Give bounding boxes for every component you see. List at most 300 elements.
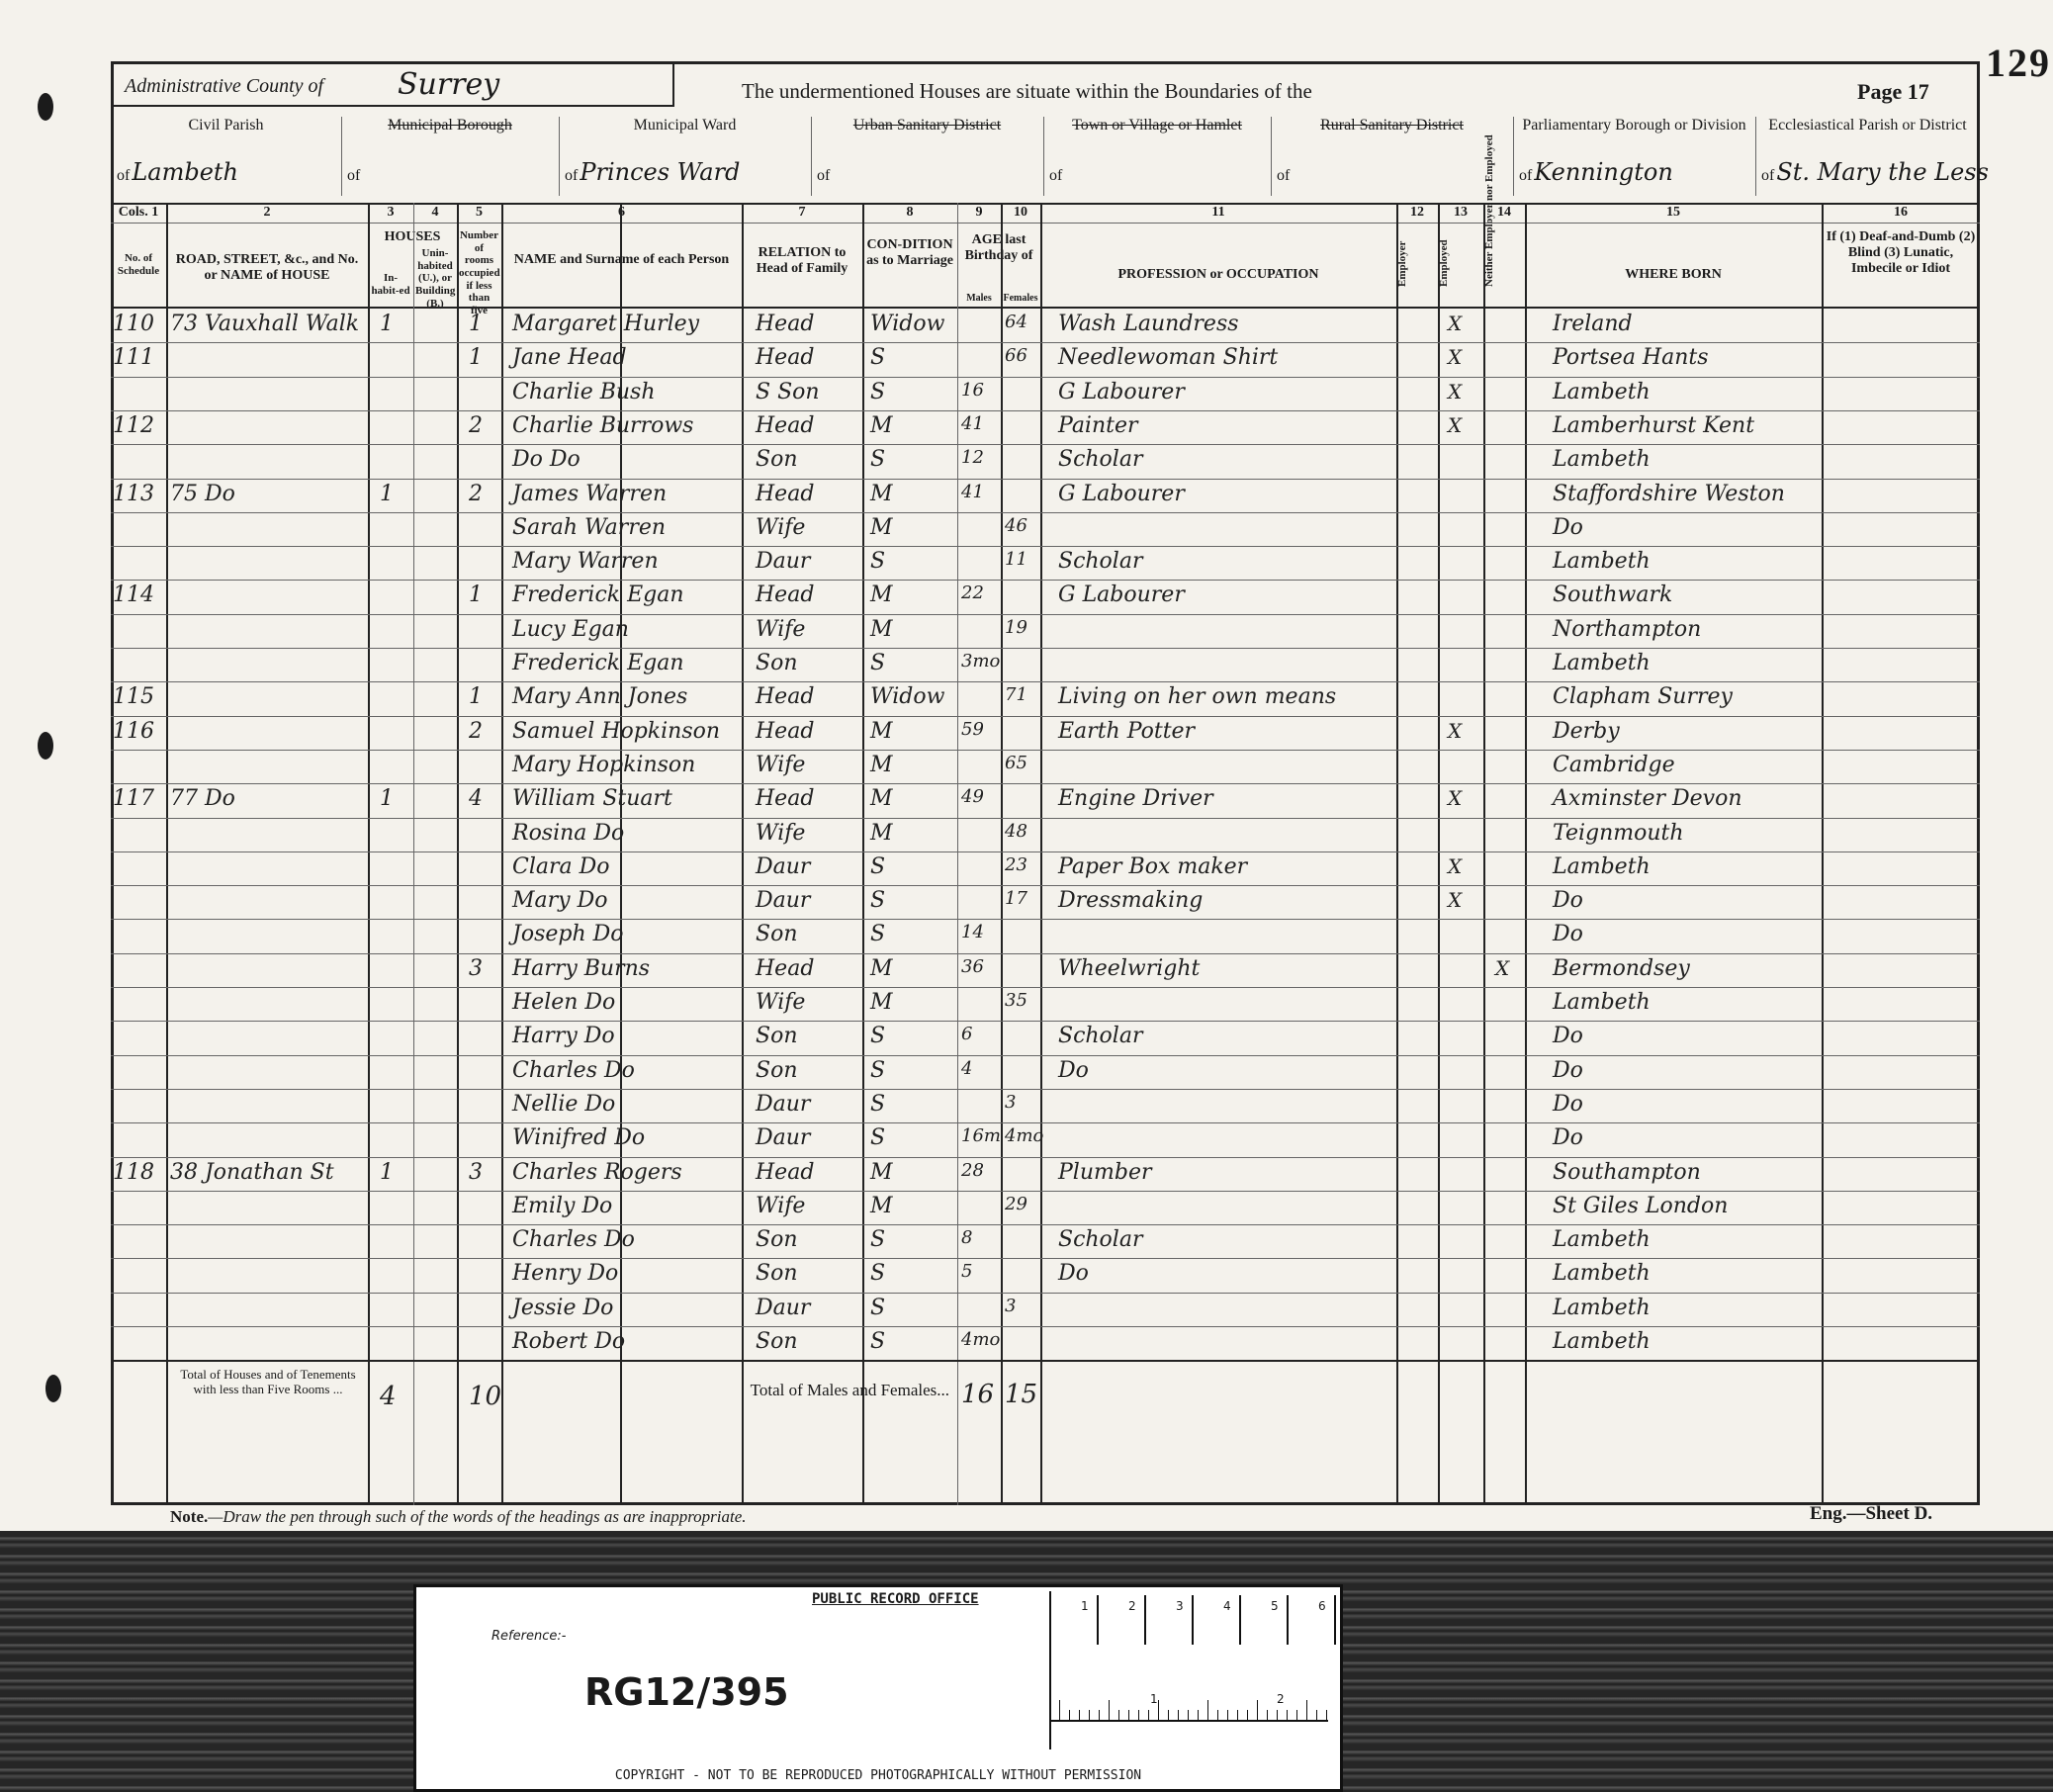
relation-cell: Head xyxy=(756,312,815,336)
row-rule xyxy=(111,546,1980,547)
male-age-cell: 5 xyxy=(961,1261,973,1283)
female-age-cell: 65 xyxy=(1005,752,1027,773)
inhabited-cell: 1 xyxy=(380,786,394,812)
footer-note: Note.—Draw the pen through such of the words of the headings as are inappropriate. xyxy=(170,1507,747,1526)
birthplace-cell: Axminster Devon xyxy=(1553,786,1742,812)
header-schedule: No. of Schedule xyxy=(117,252,160,277)
column-number: 14 xyxy=(1497,205,1511,220)
name-cell: Charles Rogers xyxy=(512,1159,682,1185)
name-cell: Charlie Bush xyxy=(512,379,656,404)
row-rule xyxy=(111,1326,1980,1327)
condition-cell: Widow xyxy=(870,684,945,710)
birthplace-cell: Derby xyxy=(1553,718,1620,744)
of-label: of xyxy=(1277,167,1291,185)
female-age-cell: 35 xyxy=(1005,990,1027,1011)
birthplace-cell: Do xyxy=(1553,1091,1583,1117)
occupation-cell: Wheelwright xyxy=(1058,955,1201,981)
column-number: 9 xyxy=(975,205,983,220)
relation-cell: Son xyxy=(756,447,798,473)
name-cell: Clara Do xyxy=(512,853,610,879)
occupation-cell: G Labourer xyxy=(1058,582,1185,608)
ruler-number-top: 1 xyxy=(1081,1599,1089,1613)
birthplace-cell: Lamberhurst Kent xyxy=(1553,412,1755,438)
name-cell: Frederick Egan xyxy=(512,651,684,675)
ruler-division xyxy=(1192,1595,1194,1645)
name-cell: William Stuart xyxy=(512,786,672,812)
column-number: 16 xyxy=(1894,205,1908,220)
relation-cell: Son xyxy=(756,922,798,947)
name-cell: Charles Do xyxy=(512,1227,635,1253)
condition-cell: S xyxy=(870,1024,886,1049)
employed-cell: X xyxy=(1448,345,1463,370)
column-number: 6 xyxy=(618,205,625,220)
measurement-ruler xyxy=(1049,1591,1330,1749)
male-age-cell: 16 xyxy=(961,379,984,401)
header-bottom-rule xyxy=(111,307,1980,309)
condition-cell: S xyxy=(870,853,886,879)
condition-cell: M xyxy=(870,786,893,812)
area-value-line xyxy=(1049,159,1064,185)
birthplace-cell: Do xyxy=(1553,888,1583,914)
birthplace-cell: Lambeth xyxy=(1553,853,1651,879)
male-age-cell: 3mo xyxy=(961,651,1001,672)
ruler-tick xyxy=(1306,1700,1307,1720)
ruler-tick xyxy=(1326,1710,1327,1720)
area-label: Urban Sanitary District xyxy=(852,117,1002,134)
area-divider xyxy=(1513,117,1514,196)
ruler-tick xyxy=(1247,1710,1248,1720)
ruler-tick xyxy=(1148,1710,1149,1720)
ruler-tick xyxy=(1069,1710,1070,1720)
ruler-number-bottom: 2 xyxy=(1277,1692,1285,1706)
condition-cell: M xyxy=(870,412,893,438)
relation-cell: Wife xyxy=(756,820,806,846)
area-value: St. Mary the Less xyxy=(1776,158,1989,187)
column-rule xyxy=(1483,203,1485,1505)
schedule-cell: 117 xyxy=(113,786,154,812)
male-age-cell: 14 xyxy=(961,922,984,943)
pro-title: PUBLIC RECORD OFFICE xyxy=(812,1591,979,1607)
of-label: of xyxy=(347,167,361,185)
condition-cell: M xyxy=(870,616,893,642)
male-age-cell: 41 xyxy=(961,412,984,434)
row-rule xyxy=(111,1157,1980,1158)
male-age-cell: 22 xyxy=(961,582,984,604)
birthplace-cell: Lambeth xyxy=(1553,1227,1651,1253)
relation-cell: Son xyxy=(756,651,798,675)
row-rule xyxy=(111,953,1980,954)
female-age-cell: 23 xyxy=(1005,853,1027,875)
rooms-cell: 3 xyxy=(469,955,483,981)
rooms-cell: 2 xyxy=(469,718,483,744)
relation-cell: Head xyxy=(756,412,815,438)
ruler-division xyxy=(1287,1595,1289,1645)
schedule-cell: 115 xyxy=(113,684,154,710)
employed-cell: X xyxy=(1448,888,1463,913)
occupation-cell: Scholar xyxy=(1058,447,1143,473)
row-rule xyxy=(111,1055,1980,1056)
row-rule xyxy=(111,512,1980,513)
male-age-cell: 41 xyxy=(961,481,984,502)
occupation-cell: Dressmaking xyxy=(1058,888,1204,914)
female-age-cell: 71 xyxy=(1005,684,1027,706)
header-employed: Employed xyxy=(1438,239,1450,287)
address-cell: 38 Jonathan St xyxy=(170,1159,334,1185)
rooms-cell: 1 xyxy=(469,684,483,710)
relation-cell: Wife xyxy=(756,1193,806,1218)
relation-cell: Son xyxy=(756,1329,798,1354)
column-number: 8 xyxy=(906,205,914,220)
male-age-cell: 4 xyxy=(961,1057,973,1079)
birthplace-cell: Clapham Surrey xyxy=(1553,684,1733,710)
ruler-tick xyxy=(1118,1710,1119,1720)
birthplace-cell: Teignmouth xyxy=(1553,820,1684,846)
form-title: The undermentioned Houses are situate within the Boundaries of the xyxy=(742,79,1312,103)
totals-females: 15 xyxy=(1005,1380,1038,1410)
male-age-cell: 49 xyxy=(961,786,984,808)
male-age-cell: 36 xyxy=(961,955,984,977)
area-value-line xyxy=(1761,159,1989,185)
area-value-line xyxy=(117,159,238,185)
relation-cell: Head xyxy=(756,786,815,812)
schedule-cell: 113 xyxy=(113,481,154,506)
relation-cell: Daur xyxy=(756,1091,811,1117)
ruler-baseline xyxy=(1051,1720,1328,1722)
occupation-cell: Paper Box maker xyxy=(1058,853,1248,879)
occupation-cell: Engine Driver xyxy=(1058,786,1213,812)
employed-cell: X xyxy=(1448,786,1463,811)
condition-cell: Widow xyxy=(870,312,945,336)
condition-cell: M xyxy=(870,955,893,981)
condition-cell: S xyxy=(870,379,886,404)
birthplace-cell: Lambeth xyxy=(1553,549,1651,575)
name-cell: Rosina Do xyxy=(512,820,625,846)
area-value: Lambeth xyxy=(132,158,238,187)
birthplace-cell: Southampton xyxy=(1553,1159,1701,1185)
header-rooms: Number of rooms occupied if less than five xyxy=(459,229,500,316)
name-cell: James Warren xyxy=(512,481,668,506)
relation-cell: Daur xyxy=(756,1295,811,1320)
employed-cell: X xyxy=(1448,412,1463,437)
schedule-cell: 112 xyxy=(113,412,154,438)
area-label: Town or Village or Hamlet xyxy=(1072,117,1242,134)
column-number: 10 xyxy=(1014,205,1027,220)
name-cell: Nellie Do xyxy=(512,1091,616,1117)
occupation-cell: Living on her own means xyxy=(1058,684,1337,710)
rooms-cell: 2 xyxy=(469,412,483,438)
birthplace-cell: Southwark xyxy=(1553,582,1673,608)
column-number: 7 xyxy=(798,205,806,220)
name-cell: Mary Ann Jones xyxy=(512,684,688,710)
relation-cell: Daur xyxy=(756,853,811,879)
birthplace-cell: Ireland xyxy=(1553,312,1633,336)
row-rule xyxy=(111,987,1980,988)
relation-cell: Head xyxy=(756,1159,815,1185)
header-houses: HOUSES xyxy=(384,229,441,244)
address-cell: 73 Vauxhall Walk xyxy=(170,312,360,336)
column-rule xyxy=(742,203,744,1505)
rooms-cell: 1 xyxy=(469,582,483,608)
area-label: Municipal Borough xyxy=(388,117,512,134)
ruler-tick xyxy=(1079,1710,1080,1720)
row-rule xyxy=(111,919,1980,920)
area-0 xyxy=(111,117,341,187)
birthplace-cell: Lambeth xyxy=(1553,990,1651,1015)
neither-cell: X xyxy=(1495,955,1510,980)
condition-cell: S xyxy=(870,1091,886,1117)
male-age-cell: 4mo xyxy=(961,1329,1001,1350)
name-cell: Harry Do xyxy=(512,1024,615,1049)
relation-cell: Son xyxy=(756,1024,798,1049)
name-cell: Samuel Hopkinson xyxy=(512,718,721,744)
male-age-cell: 59 xyxy=(961,718,984,740)
header-name: NAME and Surname of each Person xyxy=(513,252,730,267)
rooms-cell: 2 xyxy=(469,481,483,506)
ruler-tick xyxy=(1089,1710,1090,1720)
female-age-cell: 3 xyxy=(1005,1091,1017,1113)
name-cell: Sarah Warren xyxy=(512,514,667,540)
name-cell: Mary Hopkinson xyxy=(512,752,696,777)
relation-cell: Head xyxy=(756,684,815,710)
area-divider xyxy=(1043,117,1044,196)
female-age-cell: 66 xyxy=(1005,345,1027,367)
area-label: Parliamentary Borough or Division xyxy=(1522,117,1746,134)
column-rule xyxy=(501,203,503,1505)
occupation-cell: G Labourer xyxy=(1058,481,1185,506)
name-cell: Winifred Do xyxy=(512,1125,646,1151)
condition-cell: S xyxy=(870,1125,886,1151)
column-number: 2 xyxy=(263,205,271,220)
relation-cell: Wife xyxy=(756,752,806,777)
county-label: Administrative County of xyxy=(125,75,324,97)
column-number: 15 xyxy=(1666,205,1680,220)
row-rule xyxy=(111,1122,1980,1123)
binding-hole xyxy=(38,732,53,760)
header-condition: CON-DITION as to Marriage xyxy=(866,237,953,269)
birthplace-cell: Do xyxy=(1553,514,1583,540)
ruler-tick xyxy=(1138,1710,1139,1720)
condition-cell: M xyxy=(870,718,893,744)
col-number-rule xyxy=(111,223,1980,224)
female-age-cell: 4mo xyxy=(1005,1125,1044,1147)
totals-rule xyxy=(111,1360,1980,1362)
name-cell: Jessie Do xyxy=(512,1295,614,1320)
header-road: ROAD, STREET, &c., and No. or NAME of HOUSE xyxy=(175,252,359,284)
birthplace-cell: Lambeth xyxy=(1553,1295,1651,1320)
header-inhabited: In-habit-ed xyxy=(371,272,410,297)
schedule-cell: 114 xyxy=(113,582,154,608)
column-number: 12 xyxy=(1410,205,1424,220)
row-rule xyxy=(111,479,1980,480)
ruler-tick xyxy=(1267,1710,1268,1720)
relation-cell: Daur xyxy=(756,888,811,914)
birthplace-cell: Lambeth xyxy=(1553,1261,1651,1287)
header-age: AGE last Birthday of xyxy=(964,232,1033,264)
birthplace-cell: St Giles London xyxy=(1553,1193,1729,1218)
name-cell: Do Do xyxy=(512,447,580,473)
grid-top-rule xyxy=(111,203,1980,205)
occupation-cell: Scholar xyxy=(1058,1024,1143,1049)
ruler-number-top: 5 xyxy=(1271,1599,1279,1613)
relation-cell: Wife xyxy=(756,616,806,642)
relation-cell: Head xyxy=(756,955,815,981)
birthplace-cell: Cambridge xyxy=(1553,752,1675,777)
column-rule xyxy=(620,203,622,1505)
column-rule xyxy=(457,203,459,1505)
column-number: 13 xyxy=(1454,205,1468,220)
ruler-number-top: 2 xyxy=(1128,1599,1136,1613)
condition-cell: S xyxy=(870,651,886,675)
relation-cell: Wife xyxy=(756,514,806,540)
condition-cell: M xyxy=(870,481,893,506)
relation-cell: S Son xyxy=(756,379,820,404)
column-rule xyxy=(957,203,958,1505)
row-rule xyxy=(111,444,1980,445)
area-value-line xyxy=(565,159,740,185)
male-age-cell: 12 xyxy=(961,447,984,469)
column-rule xyxy=(1001,203,1003,1505)
area-value: Princes Ward xyxy=(580,158,741,187)
row-rule xyxy=(111,410,1980,411)
male-age-cell: 8 xyxy=(961,1227,973,1249)
sheet-label: Eng.—Sheet D. xyxy=(1810,1503,1933,1524)
condition-cell: S xyxy=(870,447,886,473)
totals-houses-label: Total of Houses and of Tenements with less than Five Rooms ... xyxy=(180,1367,356,1396)
ruler-tick xyxy=(1128,1710,1129,1720)
page-label: Page 17 xyxy=(1857,79,1929,104)
column-number: 4 xyxy=(431,205,439,220)
ruler-tick xyxy=(1316,1710,1317,1720)
area-2 xyxy=(559,117,811,187)
employed-cell: X xyxy=(1448,853,1463,878)
ruler-tick xyxy=(1099,1710,1100,1720)
birthplace-cell: Do xyxy=(1553,922,1583,947)
folio-number: 129 xyxy=(1986,41,2051,85)
birthplace-cell: Lambeth xyxy=(1553,379,1651,404)
row-rule xyxy=(111,580,1980,581)
birthplace-cell: Portsea Hants xyxy=(1553,345,1709,371)
birthplace-cell: Do xyxy=(1553,1125,1583,1151)
occupation-cell: Earth Potter xyxy=(1058,718,1196,744)
birthplace-cell: Bermondsey xyxy=(1553,955,1690,981)
ruler-tick xyxy=(1188,1710,1189,1720)
name-cell: Harry Burns xyxy=(512,955,651,981)
relation-cell: Head xyxy=(756,718,815,744)
name-cell: Frederick Egan xyxy=(512,582,684,608)
binding-hole xyxy=(38,93,53,121)
condition-cell: S xyxy=(870,888,886,914)
ruler-tick xyxy=(1287,1710,1288,1720)
name-cell: Mary Do xyxy=(512,888,608,914)
relation-cell: Head xyxy=(756,582,815,608)
header-employer: Employer xyxy=(1396,240,1408,287)
ruler-tick xyxy=(1217,1710,1218,1720)
area-divider xyxy=(811,117,812,196)
name-cell: Margaret Hurley xyxy=(512,312,700,336)
female-age-cell: 11 xyxy=(1005,549,1027,571)
copyright-notice: COPYRIGHT - NOT TO BE REPRODUCED PHOTOGRAPHICALLY WITHOUT PERMISSION xyxy=(614,1768,1142,1783)
female-age-cell: 19 xyxy=(1005,616,1027,638)
relation-cell: Son xyxy=(756,1227,798,1253)
inhabited-cell: 1 xyxy=(380,481,394,506)
female-age-cell: 29 xyxy=(1005,1193,1027,1214)
ruler-tick xyxy=(1109,1700,1110,1720)
employed-cell: X xyxy=(1448,312,1463,335)
ruler-number-top: 3 xyxy=(1176,1599,1184,1613)
row-rule xyxy=(111,1258,1980,1259)
county-box xyxy=(111,61,674,107)
occupation-cell: Wash Laundress xyxy=(1058,312,1239,336)
totals-males: 16 xyxy=(961,1380,995,1410)
ruler-tick xyxy=(1296,1710,1297,1720)
area-label: Municipal Ward xyxy=(633,117,737,134)
header-uninhabited: Unin-habited (U.), or Building (B.) xyxy=(415,247,456,310)
ruler-tick xyxy=(1207,1700,1208,1720)
birthplace-cell: Northampton xyxy=(1553,616,1702,642)
column-rule xyxy=(1040,203,1042,1505)
row-rule xyxy=(111,851,1980,852)
ruler-division xyxy=(1097,1595,1099,1645)
condition-cell: S xyxy=(870,1261,886,1287)
area-value-line xyxy=(347,159,362,185)
schedule-cell: 110 xyxy=(113,312,154,336)
area-label: Rural Sanitary District xyxy=(1320,117,1464,134)
area-6 xyxy=(1513,117,1755,187)
occupation-cell: Needlewoman Shirt xyxy=(1058,345,1279,371)
column-number: 11 xyxy=(1211,205,1225,220)
row-rule xyxy=(111,750,1980,751)
name-cell: Emily Do xyxy=(512,1193,613,1218)
of-label: of xyxy=(565,167,579,185)
area-1 xyxy=(341,117,559,185)
row-rule xyxy=(111,342,1980,343)
row-rule xyxy=(111,681,1980,682)
birthplace-cell: Do xyxy=(1553,1024,1583,1049)
area-divider xyxy=(341,117,342,196)
name-cell: Mary Warren xyxy=(512,549,659,575)
relation-cell: Son xyxy=(756,1057,798,1083)
header-infirm: If (1) Deaf-and-Dumb (2) Blind (3) Lunatic, Imbecile or Idiot xyxy=(1826,229,1976,277)
binding-hole xyxy=(45,1375,61,1402)
female-age-cell: 17 xyxy=(1005,888,1027,910)
of-label: of xyxy=(1519,167,1533,185)
occupation-cell: Scholar xyxy=(1058,549,1143,575)
schedule-cell: 111 xyxy=(113,345,154,371)
area-5 xyxy=(1271,117,1513,185)
ruler-number-top: 4 xyxy=(1223,1599,1231,1613)
ruler-division xyxy=(1334,1595,1336,1645)
of-label: of xyxy=(1049,167,1063,185)
relation-cell: Son xyxy=(756,1261,798,1287)
column-number: 5 xyxy=(476,205,483,220)
ruler-tick xyxy=(1158,1700,1159,1720)
area-3 xyxy=(811,117,1043,185)
condition-cell: S xyxy=(870,1227,886,1253)
row-rule xyxy=(111,1089,1980,1090)
condition-cell: S xyxy=(870,1057,886,1083)
of-label: of xyxy=(117,167,131,185)
area-4 xyxy=(1043,117,1271,185)
row-rule xyxy=(111,818,1980,819)
ruler-tick xyxy=(1237,1710,1238,1720)
condition-cell: M xyxy=(870,990,893,1015)
schedule-cell: 118 xyxy=(113,1159,154,1185)
name-cell: Charles Do xyxy=(512,1057,635,1083)
ruler-division xyxy=(1239,1595,1241,1645)
rooms-cell: 1 xyxy=(469,345,483,371)
name-cell: Helen Do xyxy=(512,990,616,1015)
area-divider xyxy=(1271,117,1272,196)
